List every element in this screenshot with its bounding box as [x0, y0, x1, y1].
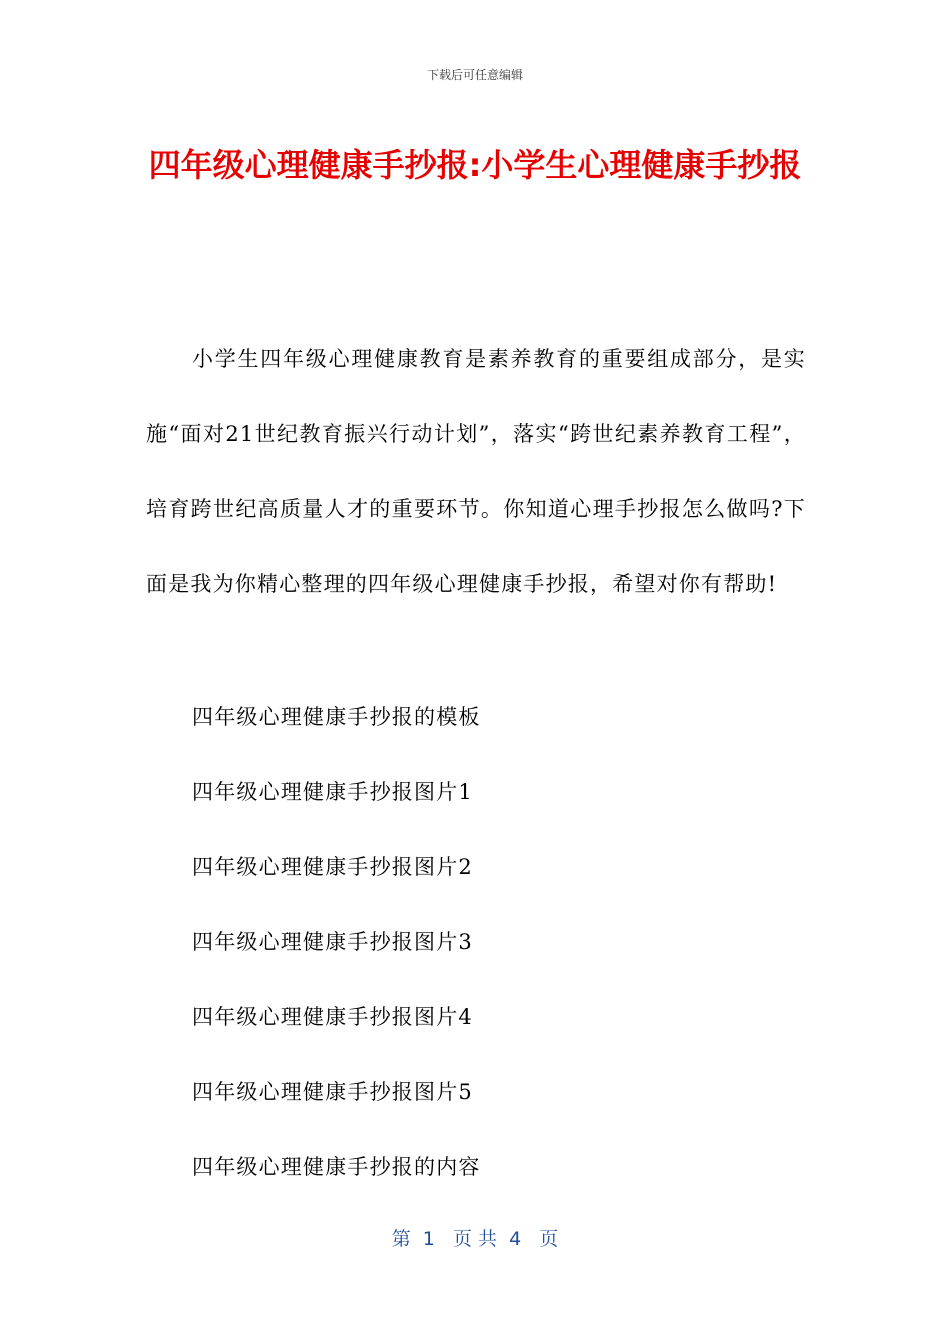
page-title: 四年级心理健康手抄报:小学生心理健康手抄报 [148, 146, 802, 184]
section-list [146, 680, 806, 1205]
list-item: 四年级心理健康手抄报的内容 [192, 1155, 481, 1179]
list-item: 四年级心理健康手抄报图片1 [192, 780, 473, 804]
list-item: 四年级心理健康手抄报的模板 [192, 705, 481, 729]
list-item: 四年级心理健康手抄报图片5 [192, 1080, 473, 1104]
list-item: 四年级心理健康手抄报图片2 [192, 855, 473, 879]
list-item: 四年级心理健康手抄报图片4 [192, 1005, 473, 1029]
header-note: 下载后可任意编辑 [426, 68, 523, 82]
page-number: 第 1 页 共 4 页 [391, 1228, 559, 1250]
intro-paragraph: 小学生四年级心理健康教育是素养教育的重要组成部分，是实施“面对21世纪教育振兴行动计划”，落实“跨世纪素养教育工程”，培育跨世纪高质量人才的重要环节。你知道心理手抄报怎么做吗?下面是我为你精心整理的四年级心理健康手抄报，希望对你有帮助! [146, 347, 806, 596]
list-item: 四年级心理健康手抄报图片3 [192, 930, 473, 954]
